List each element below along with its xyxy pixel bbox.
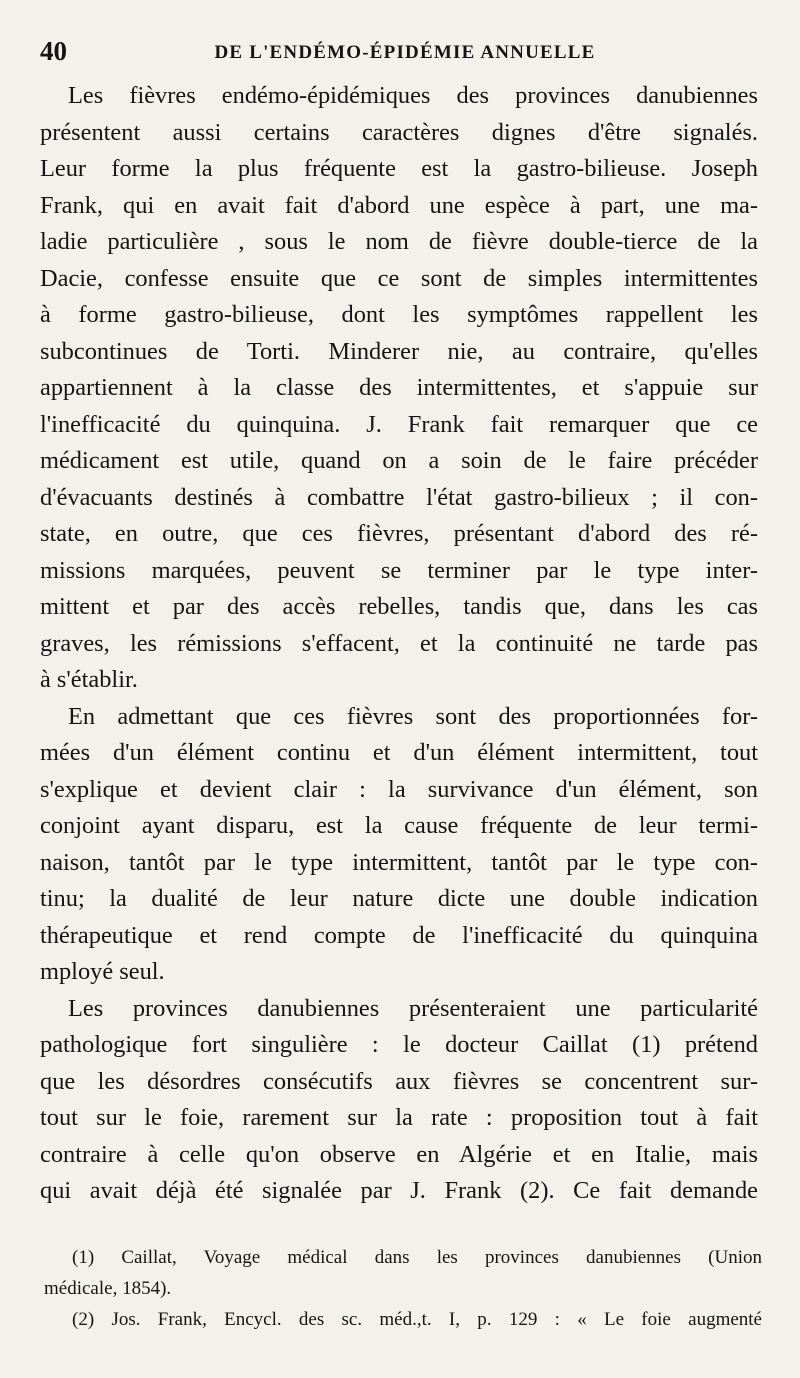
page-number: 40 — [40, 36, 67, 66]
page-header — [40, 36, 750, 76]
text-line: Frank, qui en avait fait d'abord une espèce à part, une ma- — [40, 191, 758, 219]
text-line: pathologique fort singulière : le docteur Caillat (1) prétend — [40, 1031, 758, 1058]
text-line: Les fièvres endémo-épidémiques des provinces danubiennes — [68, 82, 758, 109]
text-line: s'explique et devient clair : la survivance d'un élément, son — [40, 775, 758, 803]
text-line: Leur forme la plus fréquente est la gastro-bilieuse. Joseph — [40, 155, 758, 182]
text-line: mées d'un élément continu et d'un élément intermittent, tout — [40, 739, 758, 766]
text-line: contraire à celle qu'on observe en Algérie et en Italie, mais — [40, 1140, 758, 1168]
text-line: conjoint ayant disparu, est la cause fréquente de leur termi- — [40, 812, 758, 839]
text-line: missions marquées, peuvent se terminer par le type inter- — [40, 556, 758, 584]
body-text — [40, 78, 758, 1210]
text-line: thérapeutique et rend compte de l'inefficacité du quinquina — [40, 921, 758, 949]
footnotes — [44, 1242, 762, 1335]
text-line: En admettant que ces fièvres sont des proportionnées for- — [68, 702, 758, 730]
text-line: ladie particulière , sous le nom de fièvre double-tierce de la — [40, 228, 758, 255]
footnote-1-continuation: médicale, 1854). — [44, 1278, 172, 1299]
text-line: médicament est utile, quand on a soin de le faire précéder — [40, 447, 758, 474]
running-title: DE L'ENDÉMO-ÉPIDÉMIE ANNUELLE — [214, 42, 596, 63]
footnote-2: (2) Jos. Frank, Encycl. des sc. méd.,t. I, p. 129 : « Le foie augmenté — [72, 1309, 762, 1330]
text-line: graves, les rémissions s'effacent, et la continuité ne tarde pas — [40, 629, 758, 657]
text-line: state, en outre, que ces fièvres, présentant d'abord des ré- — [40, 520, 758, 547]
text-line: tinu; la dualité de leur nature dicte une double indication — [40, 885, 758, 912]
text-line: qui avait déjà été signalée par J. Frank (2). Ce fait demande — [40, 1177, 758, 1204]
text-line: tout sur le foie, rarement sur la rate : proposition tout à fait — [40, 1104, 758, 1131]
text-line: naison, tantôt par le type intermittent, tantôt par le type con- — [40, 848, 758, 876]
text-line: Dacie, confesse ensuite que ce sont de simples intermittentes — [40, 264, 758, 292]
text-line: Les provinces danubiennes présenteraient une particularité — [68, 994, 758, 1022]
text-line: à s'établir. — [40, 666, 138, 693]
text-line: d'évacuants destinés à combattre l'état gastro-bilieux ; il con- — [40, 483, 758, 511]
text-line: présentent aussi certains caractères dignes d'être signalés. — [40, 118, 758, 146]
text-line: mployé seul. — [40, 958, 165, 985]
text-line: l'inefficacité du quinquina. J. Frank fait remarquer que ce — [40, 410, 758, 438]
text-line: subcontinues de Torti. Minderer nie, au contraire, qu'elles — [40, 337, 758, 365]
text-line: à forme gastro-bilieuse, dont les symptômes rappellent les — [40, 301, 758, 328]
text-line: mittent et par des accès rebelles, tandis que, dans les cas — [40, 593, 758, 620]
text-line: que les désordres consécutifs aux fièvres se concentrent sur- — [40, 1067, 758, 1095]
footnote-1: (1) Caillat, Voyage médical dans les provinces danubiennes (Union — [72, 1247, 762, 1268]
text-line: appartiennent à la classe des intermittentes, et s'appuie sur — [40, 374, 758, 401]
